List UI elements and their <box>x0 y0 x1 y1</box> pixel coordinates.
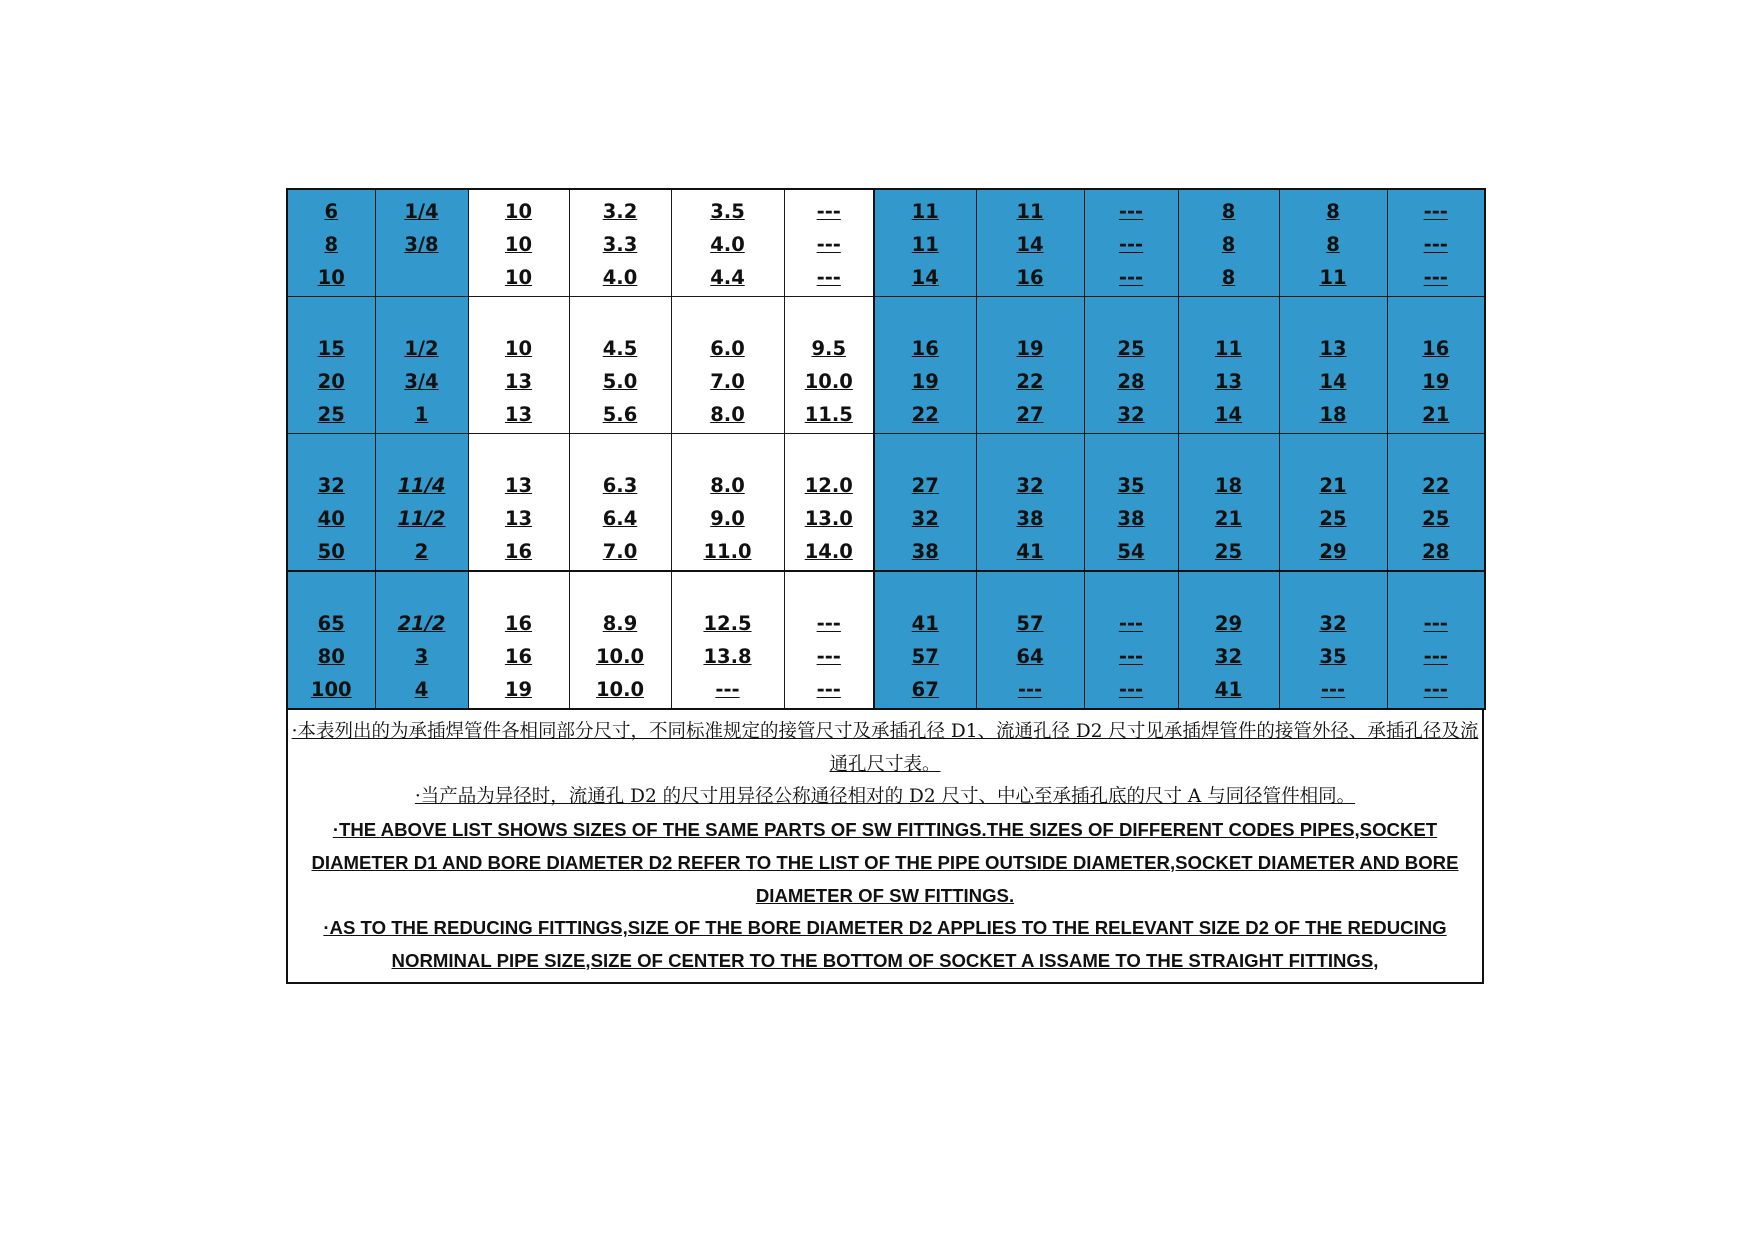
table-cell <box>1387 571 1485 709</box>
cell-value: 11 <box>1016 200 1044 223</box>
cell-value: 10 <box>504 200 533 223</box>
cell-value: 9.0 <box>710 507 745 530</box>
cell-value: --- <box>1118 233 1144 256</box>
cell-value: 6.3 <box>602 474 638 497</box>
cell-value: 21/2 <box>397 612 446 635</box>
note-cn-1: ·本表列出的为承插焊管件各相同部分尺寸，不同标准规定的接管尺寸及承插孔径 D1、流通孔径 D2 尺寸见承插焊管件的接管外径、承插孔径及流通孔尺寸表。 <box>291 721 1479 775</box>
note-cn-2: ·当产品为异径时，流通孔 D2 的尺寸用异径公称通径相对的 D2 尺寸、中心至承插孔底的尺寸 A 与同径管件相同。 <box>414 786 1356 808</box>
table-cell <box>874 297 976 434</box>
note-en-2: ·AS TO THE REDUCING FITTINGS,SIZE OF THE BORE DIAMETER D2 APPLIES TO THE RELEVANT SIZE D2 OF THE REDUCING NORMINAL PIPE SIZE,SIZE OF CENTER TO THE BOTTOM OF SOCKET A ISSAME TO THE STRAIGHT FITTINGS, <box>323 917 1447 971</box>
table-cell <box>976 571 1084 709</box>
cell-value: --- <box>1118 612 1144 635</box>
cell-value: 8.0 <box>710 403 745 426</box>
cell-values <box>469 469 569 570</box>
cell-value: 6.4 <box>602 507 638 530</box>
table-cell <box>1178 434 1279 572</box>
cell-value: --- <box>816 200 841 223</box>
cell-value: 11 <box>911 233 939 256</box>
dimension-sheet <box>286 188 1484 984</box>
cell-values <box>785 607 874 708</box>
cell-value: 27 <box>911 474 939 497</box>
cell-value: 19 <box>1422 370 1450 393</box>
cell-value: 10.0 <box>595 645 645 668</box>
cell-value: 16 <box>504 612 533 635</box>
cell-value: 19 <box>504 678 533 701</box>
table-cell <box>1387 434 1485 572</box>
cell-value: --- <box>1118 678 1144 701</box>
cell-value: 10 <box>504 337 533 360</box>
table-row <box>287 434 1485 572</box>
table-cell <box>569 189 671 297</box>
table-cell <box>976 434 1084 572</box>
cell-value: --- <box>1118 200 1144 223</box>
cell-value: 57 <box>1016 612 1044 635</box>
cell-value: 7.0 <box>710 370 745 393</box>
cell-value: 41 <box>911 612 939 635</box>
cell-values <box>1280 332 1387 433</box>
cell-value: 22 <box>911 403 939 426</box>
cell-value: 25 <box>317 403 345 426</box>
cell-value: 1 <box>414 403 429 426</box>
cell-values <box>1085 469 1178 570</box>
cell-value: 16 <box>504 540 533 563</box>
cell-value: 6.0 <box>710 337 745 360</box>
cell-value: 25 <box>1117 337 1145 360</box>
cell-value: --- <box>1017 678 1043 701</box>
cell-values <box>1388 607 1485 708</box>
table-cell <box>671 297 784 434</box>
cell-values <box>977 332 1084 433</box>
cell-values <box>288 607 375 708</box>
table-body <box>287 189 1485 709</box>
cell-value: 1/2 <box>404 337 439 360</box>
cell-value: --- <box>1423 266 1448 289</box>
table-cell <box>1084 434 1178 572</box>
cell-values <box>288 332 375 433</box>
cell-value: --- <box>1423 678 1448 701</box>
cell-value: 20 <box>317 370 345 393</box>
cell-value: 18 <box>1214 474 1243 497</box>
cell-value: 10 <box>317 266 345 289</box>
table-cell <box>375 571 468 709</box>
cell-values <box>1280 607 1387 708</box>
cell-value: 32 <box>1319 612 1347 635</box>
cell-value: 38 <box>1117 507 1145 530</box>
cell-value: 11.0 <box>703 540 752 563</box>
cell-value: 25 <box>1422 507 1450 530</box>
cell-values <box>376 607 468 708</box>
cell-values <box>1085 332 1178 433</box>
cell-value: 3.2 <box>602 200 638 223</box>
cell-values <box>288 195 375 296</box>
cell-value: 4.4 <box>710 266 745 289</box>
cell-value: 14 <box>911 266 939 289</box>
cell-value: 2 <box>414 540 429 563</box>
cell-values <box>570 469 671 570</box>
cell-value: 9.5 <box>811 337 847 360</box>
cell-value: --- <box>1118 266 1144 289</box>
cell-value: --- <box>1423 612 1448 635</box>
cell-value: 28 <box>1422 540 1450 563</box>
table-cell <box>468 434 569 572</box>
table-cell <box>874 189 976 297</box>
cell-value: 28 <box>1117 370 1145 393</box>
cell-value: 4.5 <box>602 337 638 360</box>
table-cell <box>976 297 1084 434</box>
cell-value: 16 <box>1422 337 1450 360</box>
cell-values <box>1085 195 1178 296</box>
cell-value: 1/4 <box>404 200 439 223</box>
cell-value: 13 <box>504 474 533 497</box>
table-cell <box>1084 189 1178 297</box>
cell-value: 8.0 <box>710 474 745 497</box>
table-cell <box>976 189 1084 297</box>
cell-values <box>977 469 1084 570</box>
cell-value: 11 <box>1319 266 1347 289</box>
cell-value: 11.5 <box>804 403 853 426</box>
table-row <box>287 571 1485 709</box>
cell-value: 13 <box>504 403 533 426</box>
table-cell <box>287 434 375 572</box>
cell-value: --- <box>816 612 841 635</box>
cell-value: 13 <box>1319 337 1347 360</box>
cell-values <box>469 332 569 433</box>
table-cell <box>569 571 671 709</box>
cell-value: 4 <box>414 678 429 701</box>
table-cell <box>671 571 784 709</box>
cell-values <box>785 332 874 433</box>
cell-value: --- <box>816 266 841 289</box>
cell-value: 10 <box>504 266 533 289</box>
cell-value: 67 <box>911 678 939 701</box>
cell-value: --- <box>1423 233 1448 256</box>
table-cell <box>1279 189 1387 297</box>
table-cell <box>784 571 874 709</box>
table-cell <box>784 434 874 572</box>
table-cell <box>784 189 874 297</box>
cell-value: 32 <box>1214 645 1243 668</box>
cell-value: 16 <box>911 337 939 360</box>
cell-values <box>875 607 976 708</box>
cell-values <box>570 195 671 296</box>
table-cell <box>468 571 569 709</box>
cell-value: 22 <box>1016 370 1044 393</box>
cell-value: 8 <box>1221 200 1236 223</box>
cell-value: 8.9 <box>602 612 638 635</box>
cell-value: 40 <box>317 507 345 530</box>
cell-value: 38 <box>1016 507 1044 530</box>
cell-value: 11/2 <box>397 507 446 530</box>
cell-values <box>875 332 976 433</box>
cell-value: 27 <box>1016 403 1044 426</box>
table-cell <box>1084 571 1178 709</box>
cell-value: 21 <box>1422 403 1450 426</box>
notes-panel <box>286 710 1484 984</box>
table-cell <box>468 189 569 297</box>
table-row <box>287 189 1485 297</box>
cell-value: 13 <box>504 507 533 530</box>
cell-values <box>1388 469 1485 570</box>
cell-value: 15 <box>317 337 345 360</box>
table-cell <box>874 571 976 709</box>
cell-value: 32 <box>1016 474 1044 497</box>
cell-value: 10.0 <box>595 678 645 701</box>
cell-values <box>672 607 784 708</box>
cell-value: 7.0 <box>602 540 638 563</box>
table-cell <box>1279 434 1387 572</box>
cell-values <box>1179 469 1279 570</box>
table-cell <box>671 189 784 297</box>
cell-value: 8 <box>1221 233 1236 256</box>
cell-value: 4.0 <box>602 266 638 289</box>
table-cell <box>1387 297 1485 434</box>
cell-values <box>785 469 874 570</box>
cell-values <box>1280 195 1387 296</box>
table-cell <box>287 297 375 434</box>
cell-values <box>1388 195 1485 296</box>
cell-value: 3.3 <box>602 233 638 256</box>
cell-value: 3/8 <box>404 233 439 256</box>
cell-value: --- <box>816 678 841 701</box>
cell-values <box>570 607 671 708</box>
cell-values <box>875 195 976 296</box>
cell-value: 10 <box>504 233 533 256</box>
cell-value: 29 <box>1214 612 1243 635</box>
cell-value: 25 <box>1319 507 1347 530</box>
table-cell <box>287 571 375 709</box>
cell-value: 5.0 <box>602 370 638 393</box>
cell-value: 11 <box>1214 337 1243 360</box>
table-cell <box>1084 297 1178 434</box>
table-cell <box>375 297 468 434</box>
cell-value: 8 <box>1326 233 1340 256</box>
table-cell <box>1178 571 1279 709</box>
cell-values <box>977 195 1084 296</box>
table-cell <box>569 434 671 572</box>
cell-value: 4.0 <box>710 233 745 256</box>
table-cell <box>569 297 671 434</box>
cell-value: 80 <box>317 645 345 668</box>
cell-value: 13 <box>504 370 533 393</box>
cell-value: 41 <box>1214 678 1243 701</box>
cell-value: 25 <box>1214 540 1243 563</box>
cell-value: 32 <box>911 507 939 530</box>
cell-value: 11/4 <box>397 474 446 497</box>
table-cell <box>468 297 569 434</box>
cell-value: 64 <box>1016 645 1044 668</box>
cell-value: 3/4 <box>404 370 439 393</box>
cell-value: 3.5 <box>710 200 745 223</box>
cell-values <box>376 469 468 570</box>
table-cell <box>671 434 784 572</box>
cell-value: --- <box>1423 645 1448 668</box>
cell-values <box>672 332 784 433</box>
cell-values <box>672 469 784 570</box>
cell-values <box>570 332 671 433</box>
cell-values <box>376 332 468 433</box>
cell-value: 3 <box>414 645 429 668</box>
cell-value: 41 <box>1016 540 1044 563</box>
cell-value: --- <box>1423 200 1448 223</box>
table-cell <box>1279 297 1387 434</box>
cell-value: 57 <box>911 645 939 668</box>
cell-values <box>1085 607 1178 708</box>
table-cell <box>1387 189 1485 297</box>
cell-value: 35 <box>1319 645 1347 668</box>
cell-value: 13.0 <box>804 507 853 530</box>
note-en-1: ·THE ABOVE LIST SHOWS SIZES OF THE SAME PARTS OF SW FITTINGS.THE SIZES OF DIFFERENT CODES PIPES,SOCKET DIAMETER D1 AND BORE DIAMETER D2 REFER TO THE LIST OF THE PIPE OUTSIDE DIAMETER,SOCKET DIAMETER AND BORE DIAMETER OF SW FITTINGS. <box>311 819 1459 906</box>
cell-value: 14.0 <box>804 540 853 563</box>
cell-value: 14 <box>1214 403 1243 426</box>
cell-value: 16 <box>504 645 533 668</box>
cell-value: 13 <box>1214 370 1243 393</box>
cell-values <box>288 469 375 570</box>
cell-values <box>672 195 784 296</box>
cell-value: --- <box>715 678 740 701</box>
cell-value: 11 <box>911 200 939 223</box>
table-cell <box>1279 571 1387 709</box>
dimension-table <box>286 188 1486 710</box>
cell-value: 54 <box>1117 540 1145 563</box>
cell-values <box>875 469 976 570</box>
table-cell <box>375 434 468 572</box>
cell-value: --- <box>816 233 841 256</box>
cell-value: 8 <box>1221 266 1236 289</box>
cell-value: 22 <box>1422 474 1450 497</box>
cell-value: --- <box>1320 678 1346 701</box>
cell-value: 16 <box>1016 266 1044 289</box>
cell-value: 32 <box>317 474 345 497</box>
table-cell <box>784 297 874 434</box>
cell-value: 35 <box>1117 474 1145 497</box>
cell-value: 32 <box>1117 403 1145 426</box>
cell-value: 8 <box>1326 200 1340 223</box>
cell-values <box>977 607 1084 708</box>
cell-value: 12.5 <box>703 612 752 635</box>
cell-values <box>469 607 569 708</box>
cell-value: 19 <box>911 370 939 393</box>
cell-values <box>1179 332 1279 433</box>
cell-values <box>785 195 874 296</box>
cell-values <box>1179 607 1279 708</box>
cell-value: 100 <box>310 678 352 701</box>
cell-value: 38 <box>911 540 939 563</box>
cell-value: 50 <box>317 540 345 563</box>
table-cell <box>287 189 375 297</box>
table-cell <box>1178 297 1279 434</box>
cell-value: 19 <box>1016 337 1044 360</box>
cell-value: 21 <box>1214 507 1243 530</box>
cell-value: 12.0 <box>804 474 853 497</box>
table-cell <box>1178 189 1279 297</box>
cell-values <box>1388 332 1485 433</box>
cell-value: --- <box>816 645 841 668</box>
cell-value: 13.8 <box>703 645 752 668</box>
cell-value: --- <box>1118 645 1144 668</box>
cell-value: 6 <box>324 200 339 223</box>
table-cell <box>375 189 468 297</box>
cell-value: 18 <box>1319 403 1347 426</box>
cell-value: 5.6 <box>602 403 638 426</box>
cell-value: 14 <box>1016 233 1044 256</box>
cell-values <box>376 195 468 296</box>
cell-value: 21 <box>1319 474 1347 497</box>
cell-value: 29 <box>1319 540 1347 563</box>
cell-values <box>1179 195 1279 296</box>
cell-value: 8 <box>324 233 339 256</box>
cell-value: 65 <box>317 612 345 635</box>
cell-values <box>1280 469 1387 570</box>
cell-value: 14 <box>1319 370 1347 393</box>
cell-value: 10.0 <box>804 370 853 393</box>
table-cell <box>874 434 976 572</box>
table-row <box>287 297 1485 434</box>
cell-values <box>469 195 569 296</box>
